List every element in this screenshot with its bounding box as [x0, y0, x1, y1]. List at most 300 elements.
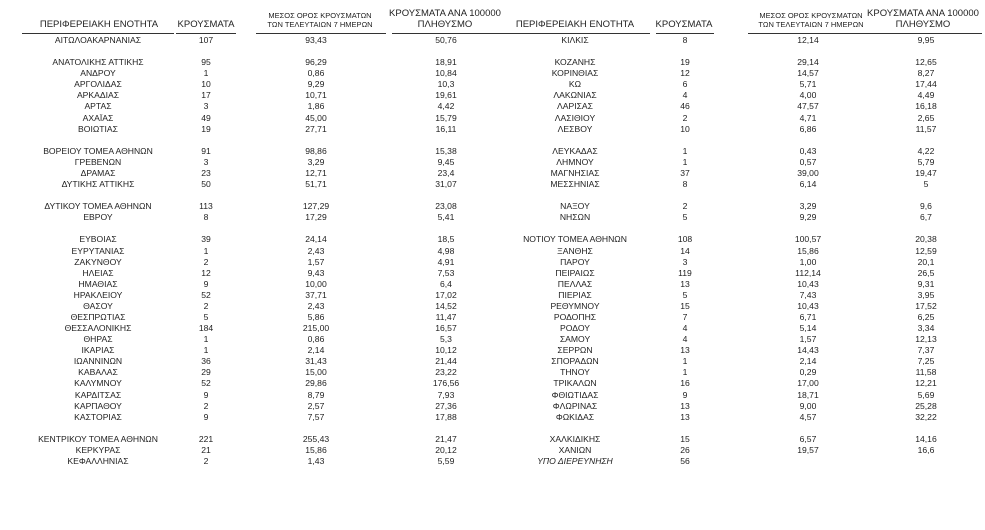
avg-cell: 31,43 — [305, 356, 327, 367]
table-row — [0, 434, 985, 445]
cases-cell: 6 — [682, 79, 688, 90]
region-cell: ΝΟΤΙΟΥ ΤΟΜΕΑ ΑΘΗΝΩΝ — [523, 234, 627, 245]
left-header-per100k-line2: ΠΛΗΘΥΣΜΟ — [417, 18, 473, 30]
avg-cell: 15,00 — [305, 367, 327, 378]
region-cell: ΤΗΝΟΥ — [560, 367, 590, 378]
avg-cell: 1,57 — [799, 334, 817, 345]
region-cell: ΑΝΔΡΟΥ — [80, 68, 116, 79]
cases-cell: 49 — [201, 112, 211, 123]
cases-cell: 52 — [201, 289, 211, 300]
table-row — [0, 46, 985, 57]
cases-cell: 1 — [203, 334, 209, 345]
per100k-cell: 5,41 — [437, 212, 455, 223]
table-row — [0, 101, 985, 112]
per100k-cell: 12,21 — [915, 378, 937, 389]
region-cell: ΥΠΟ ΔΙΕΡΕΥΝΗΣΗ — [537, 456, 613, 467]
cases-cell: 5 — [682, 289, 688, 300]
avg-cell: 17,00 — [797, 378, 819, 389]
per100k-cell: 9,31 — [917, 278, 935, 289]
cases-cell: 9 — [203, 411, 209, 422]
table-row — [0, 190, 985, 201]
avg-cell: 29,86 — [305, 378, 327, 389]
table-row — [0, 279, 985, 290]
cases-cell: 13 — [680, 278, 690, 289]
left-header-rule-per100k — [392, 33, 500, 34]
region-cell: ΑΡΚΑΔΙΑΣ — [76, 90, 120, 101]
right-header-avg-line1: ΜΕΣΟΣ ΟΡΟΣ ΚΡΟΥΣΜΑΤΩΝ — [759, 11, 863, 20]
right-header-rule-avg — [748, 33, 874, 34]
avg-cell: 98,86 — [305, 145, 327, 156]
right-header-avg — [746, 12, 876, 29]
cases-cell: 46 — [680, 101, 690, 112]
per100k-cell: 6,4 — [440, 278, 452, 289]
region-cell: ΗΛΕΙΑΣ — [82, 267, 114, 278]
per100k-cell: 25,28 — [915, 400, 937, 411]
region-cell: ΚΑΛΥΜΝΟΥ — [74, 378, 122, 389]
cases-cell: 52 — [201, 378, 211, 389]
per100k-cell: 12,13 — [915, 334, 937, 345]
table-row — [0, 268, 985, 279]
region-cell: ΚΑΣΤΟΡΙΑΣ — [74, 411, 122, 422]
cases-cell: 113 — [199, 201, 213, 212]
right-header-per100k-line2: ΠΛΗΘΥΣΜΟ — [895, 18, 951, 30]
per100k-cell: 17,02 — [435, 289, 457, 300]
right-header-region: ΠΕΡΙΦΕΡΕΙΑΚΗ ΕΝΟΤΗΤΑ — [515, 19, 635, 30]
cases-cell: 21 — [201, 444, 211, 455]
table-row — [0, 79, 985, 90]
cases-cell: 8 — [682, 35, 688, 45]
cases-cell: 1 — [203, 345, 209, 356]
region-cell: ΚΕΡΚΥΡΑΣ — [75, 444, 121, 455]
cases-cell: 2 — [682, 201, 688, 212]
region-cell: ΣΕΡΡΩΝ — [557, 345, 593, 356]
avg-cell: 1,86 — [307, 101, 325, 112]
table-row — [0, 168, 985, 179]
region-cell: ΜΕΣΣΗΝΙΑΣ — [550, 179, 600, 190]
region-cell: ΣΑΜΟΥ — [559, 334, 591, 345]
table-row — [0, 179, 985, 190]
cases-cell: 13 — [680, 411, 690, 422]
per100k-cell: 7,93 — [437, 389, 455, 400]
region-cell: ΛΕΥΚΑΔΑΣ — [552, 145, 598, 156]
region-cell: ΝΗΣΩΝ — [559, 212, 591, 223]
per100k-cell: 10,84 — [435, 68, 457, 79]
avg-cell: 37,71 — [305, 289, 327, 300]
cases-cell: 13 — [680, 345, 690, 356]
cases-cell: 26 — [680, 444, 690, 455]
per100k-cell: 15,38 — [435, 145, 457, 156]
cases-cell: 15 — [680, 433, 690, 444]
cases-cell: 1 — [682, 145, 688, 156]
cases-cell: 19 — [680, 57, 690, 68]
region-cell: ΕΒΡΟΥ — [83, 212, 113, 223]
cases-cell: 2 — [203, 456, 209, 467]
region-cell: ΦΘΙΩΤΙΔΑΣ — [551, 389, 599, 400]
avg-cell: 4,71 — [799, 112, 817, 123]
avg-cell: 9,29 — [799, 212, 817, 223]
avg-cell: 1,57 — [307, 256, 325, 267]
cases-cell: 4 — [682, 323, 688, 334]
cases-cell: 1 — [682, 367, 688, 378]
per100k-cell: 18,5 — [437, 234, 455, 245]
region-cell: ΚΑΒΑΛΑΣ — [78, 367, 118, 378]
cases-cell: 9 — [203, 278, 209, 289]
per100k-cell: 21,47 — [435, 433, 457, 444]
per100k-cell: 20,12 — [435, 444, 457, 455]
avg-cell: 47,57 — [797, 101, 819, 112]
region-cell: ΡΕΘΥΜΝΟΥ — [550, 300, 600, 311]
table-row — [0, 113, 985, 124]
avg-cell: 15,86 — [305, 444, 327, 455]
right-header-per100k-line1: ΚΡΟΥΣΜΑΤΑ ΑΝΑ 100000 — [867, 8, 979, 19]
cases-cell: 50 — [201, 179, 211, 190]
cases-cell: 107 — [198, 35, 214, 45]
cases-cell: 9 — [203, 389, 209, 400]
cases-cell: 95 — [201, 57, 211, 68]
region-cell: ΚΑΡΔΙΤΣΑΣ — [74, 389, 122, 400]
region-cell: ΘΕΣΠΡΩΤΙΑΣ — [70, 312, 126, 322]
cases-cell: 221 — [198, 433, 214, 444]
avg-cell: 3,29 — [307, 156, 325, 167]
cases-cell: 4 — [682, 334, 688, 345]
avg-cell: 9,29 — [307, 79, 325, 90]
table-row — [0, 246, 985, 257]
region-cell: ΕΥΒΟΙΑΣ — [79, 234, 117, 245]
per100k-cell: 3,34 — [917, 323, 935, 334]
per100k-cell: 4,98 — [437, 245, 455, 256]
region-cell: ΗΡΑΚΛΕΙΟΥ — [73, 289, 123, 300]
table-row — [0, 57, 985, 68]
region-cell: ΠΕΛΛΑΣ — [557, 278, 593, 289]
cases-cell: 8 — [203, 212, 209, 223]
avg-cell: 5,14 — [799, 323, 817, 334]
region-cell: ΠΑΡΟΥ — [560, 256, 590, 267]
region-cell: ΑΡΤΑΣ — [84, 101, 112, 112]
avg-cell: 2,14 — [799, 356, 817, 367]
region-cell: ΛΑΡΙΣΑΣ — [557, 101, 593, 112]
cases-cell: 2 — [682, 112, 688, 123]
region-cell: ΙΚΑΡΙΑΣ — [81, 345, 115, 356]
region-cell: ΡΟΔΟΠΗΣ — [553, 312, 597, 322]
per100k-cell: 11,58 — [915, 367, 937, 378]
cases-cell: 37 — [680, 167, 690, 178]
avg-cell: 6,14 — [799, 179, 817, 190]
per100k-cell: 27,36 — [435, 400, 457, 411]
cases-cell: 184 — [198, 323, 214, 334]
region-cell: ΝΑΞΟΥ — [560, 201, 590, 212]
region-cell: ΚΕΝΤΡΙΚΟΥ ΤΟΜΕΑ ΑΘΗΝΩΝ — [38, 433, 158, 444]
region-cell: ΔΡΑΜΑΣ — [80, 167, 116, 178]
region-cell: ΒΟΙΩΤΙΑΣ — [78, 123, 118, 134]
cases-cell: 36 — [201, 356, 211, 367]
right-header-rule-region — [500, 33, 650, 34]
region-cell: ΡΟΔΟΥ — [560, 323, 590, 334]
avg-cell: 17,29 — [305, 212, 327, 223]
avg-cell: 45,00 — [305, 112, 327, 123]
cases-cell: 4 — [682, 90, 688, 101]
avg-cell: 0,86 — [307, 334, 325, 345]
per100k-cell: 14,16 — [915, 433, 937, 444]
avg-cell: 27,71 — [305, 123, 327, 134]
per100k-cell: 9,45 — [437, 156, 455, 167]
table-row — [0, 367, 985, 378]
per100k-cell: 21,44 — [435, 356, 457, 367]
region-cell: ΛΑΣΙΘΙΟΥ — [554, 112, 596, 123]
region-cell: ΓΡΕΒΕΝΩΝ — [74, 156, 122, 167]
avg-cell: 10,00 — [305, 278, 327, 289]
left-header-avg-line2: ΤΩΝ ΤΕΛΕΥΤΑΙΩΝ 7 ΗΜΕΡΩΝ — [267, 19, 373, 29]
avg-cell: 12,14 — [797, 35, 819, 45]
avg-cell: 3,29 — [799, 201, 817, 212]
cases-cell: 119 — [678, 267, 692, 278]
region-cell: ΚΙΛΚΙΣ — [561, 35, 589, 45]
region-cell: ΑΙΤΩΛΟΑΚΑΡΝΑΝΙΑΣ — [54, 35, 142, 45]
per100k-cell: 5,79 — [917, 156, 935, 167]
region-cell: ΚΩ — [568, 79, 582, 90]
cases-cell: 3 — [682, 256, 688, 267]
region-cell: ΤΡΙΚΑΛΩΝ — [553, 378, 597, 389]
table-row — [0, 201, 985, 212]
left-header-avg — [255, 12, 385, 29]
cases-cell: 5 — [682, 212, 688, 223]
table-row — [0, 301, 985, 312]
cases-cell: 13 — [680, 400, 690, 411]
region-cell: ΑΡΓΟΛΙΔΑΣ — [74, 79, 122, 90]
region-cell: ΛΕΣΒΟΥ — [557, 123, 593, 134]
avg-cell: 0,86 — [307, 68, 325, 79]
avg-cell: 19,57 — [797, 444, 819, 455]
per100k-cell: 18,91 — [435, 57, 457, 68]
avg-cell: 5,71 — [799, 79, 817, 90]
cases-cell: 29 — [201, 367, 211, 378]
region-cell: ΦΩΚΙΔΑΣ — [555, 411, 595, 422]
region-cell: ΜΑΓΝΗΣΙΑΣ — [550, 167, 600, 178]
cases-cell: 1 — [203, 245, 209, 256]
avg-cell: 29,14 — [797, 57, 819, 68]
table-row — [0, 401, 985, 412]
table-row — [0, 345, 985, 356]
per100k-cell: 4,22 — [917, 145, 935, 156]
per100k-cell: 8,27 — [917, 68, 935, 79]
cases-cell: 1 — [203, 68, 209, 79]
per100k-cell: 11,47 — [435, 312, 457, 322]
table-row — [0, 378, 985, 389]
avg-cell: 1,43 — [307, 456, 325, 467]
avg-cell: 0,29 — [799, 367, 817, 378]
per100k-cell: 23,22 — [435, 367, 457, 378]
cases-cell: 5 — [203, 312, 209, 322]
per100k-cell: 10,12 — [435, 345, 457, 356]
per100k-cell: 16,6 — [917, 444, 935, 455]
region-cell: ΚΟΡΙΝΘΙΑΣ — [551, 68, 599, 79]
cases-cell: 15 — [680, 300, 690, 311]
table-row — [0, 257, 985, 268]
right-header-per100k — [858, 9, 985, 31]
table-row — [0, 356, 985, 367]
per100k-cell: 7,25 — [917, 356, 935, 367]
cases-cell: 91 — [201, 145, 211, 156]
table-row — [0, 290, 985, 301]
region-cell: ΠΕΙΡΑΙΩΣ — [555, 267, 595, 278]
cases-cell: 16 — [680, 378, 690, 389]
per100k-cell: 9,95 — [917, 35, 935, 45]
per100k-cell: 176,56 — [432, 378, 460, 389]
region-cell: ΑΝΑΤΟΛΙΚΗΣ ΑΤΤΙΚΗΣ — [52, 57, 144, 68]
avg-cell: 1,00 — [799, 256, 817, 267]
avg-cell: 39,00 — [797, 167, 819, 178]
cases-cell: 10 — [201, 79, 211, 90]
cases-cell: 12 — [680, 68, 690, 79]
region-cell: ΠΙΕΡΙΑΣ — [558, 289, 592, 300]
table-row — [0, 323, 985, 334]
per100k-cell: 9,6 — [920, 201, 932, 212]
per100k-cell: 2,65 — [917, 112, 935, 123]
per100k-cell: 12,59 — [915, 245, 937, 256]
per100k-cell: 17,44 — [915, 79, 937, 90]
avg-cell: 4,00 — [799, 90, 817, 101]
table-row — [0, 124, 985, 135]
avg-cell: 255,43 — [302, 433, 330, 444]
per100k-cell: 5 — [923, 179, 929, 190]
per100k-cell: 23,4 — [437, 167, 455, 178]
cases-cell: 7 — [682, 312, 688, 322]
region-cell: ΘΑΣΟΥ — [83, 300, 113, 311]
table-row — [0, 390, 985, 401]
per100k-cell: 19,47 — [915, 167, 937, 178]
cases-cell: 9 — [682, 389, 688, 400]
table-row — [0, 445, 985, 456]
table-row — [0, 90, 985, 101]
table-row — [0, 212, 985, 223]
cases-cell: 23 — [201, 167, 211, 178]
per100k-cell: 17,52 — [915, 300, 937, 311]
avg-cell: 2,43 — [307, 245, 325, 256]
table-row — [0, 456, 985, 467]
region-cell: ΞΑΝΘΗΣ — [557, 245, 593, 256]
per100k-cell: 11,57 — [915, 123, 937, 134]
avg-cell: 6,86 — [799, 123, 817, 134]
table-row — [0, 35, 985, 46]
left-header-rule-avg — [256, 33, 386, 34]
per100k-cell: 6,25 — [917, 312, 935, 322]
cases-cell: 14 — [680, 245, 690, 256]
avg-cell: 6,57 — [799, 433, 817, 444]
left-header-cases: ΚΡΟΥΣΜΑΤΑ — [177, 19, 235, 30]
region-cell: ΕΥΡΥΤΑΝΙΑΣ — [71, 245, 125, 256]
per100k-cell: 7,53 — [437, 267, 455, 278]
avg-cell: 0,57 — [799, 156, 817, 167]
avg-cell: 51,71 — [305, 179, 327, 190]
table-row — [0, 334, 985, 345]
avg-cell: 4,57 — [799, 411, 817, 422]
avg-cell: 96,29 — [305, 57, 327, 68]
region-cell: ΔΥΤΙΚΗΣ ΑΤΤΙΚΗΣ — [61, 179, 135, 190]
avg-cell: 18,71 — [797, 389, 819, 400]
region-cell: ΚΑΡΠΑΘΟΥ — [74, 400, 122, 411]
cases-cell: 3 — [203, 101, 209, 112]
region-cell: ΦΛΩΡΙΝΑΣ — [552, 400, 598, 411]
cases-cell: 2 — [203, 400, 209, 411]
per100k-cell: 3,95 — [917, 289, 935, 300]
region-cell: ΙΩΑΝΝΙΝΩΝ — [73, 356, 123, 367]
right-header-cases: ΚΡΟΥΣΜΑΤΑ — [655, 19, 713, 30]
avg-cell: 24,14 — [305, 234, 327, 245]
region-cell: ΒΟΡΕΙΟΥ ΤΟΜΕΑ ΑΘΗΝΩΝ — [43, 145, 153, 156]
avg-cell: 2,14 — [307, 345, 325, 356]
per100k-cell: 5,59 — [437, 456, 455, 467]
per100k-cell: 16,57 — [435, 323, 457, 334]
avg-cell: 14,43 — [797, 345, 819, 356]
per100k-cell: 50,76 — [435, 35, 457, 45]
per100k-cell: 23,08 — [435, 201, 457, 212]
table-row — [0, 234, 985, 245]
per100k-cell: 7,37 — [917, 345, 935, 356]
per100k-cell: 16,11 — [435, 123, 457, 134]
region-cell: ΚΟΖΑΝΗΣ — [554, 57, 596, 68]
avg-cell: 12,71 — [305, 167, 327, 178]
cases-cell: 3 — [203, 156, 209, 167]
region-cell: ΔΥΤΙΚΟΥ ΤΟΜΕΑ ΑΘΗΝΩΝ — [44, 201, 152, 212]
per100k-cell: 20,1 — [917, 256, 935, 267]
avg-cell: 14,57 — [797, 68, 819, 79]
table-row — [0, 223, 985, 234]
per100k-cell: 4,49 — [917, 90, 935, 101]
table-row — [0, 157, 985, 168]
per100k-cell: 20,38 — [915, 234, 937, 245]
table-row — [0, 412, 985, 423]
cases-cell: 19 — [201, 123, 211, 134]
left-header-rule-region — [22, 33, 174, 34]
cases-cell: 108 — [677, 234, 693, 245]
avg-cell: 7,43 — [799, 289, 817, 300]
avg-cell: 2,43 — [307, 300, 325, 311]
right-header-rule-per100k — [870, 33, 982, 34]
left-header-avg-line1: ΜΕΣΟΣ ΟΡΟΣ ΚΡΟΥΣΜΑΤΩΝ — [268, 11, 372, 20]
per100k-cell: 26,5 — [917, 267, 935, 278]
per100k-cell: 6,7 — [920, 212, 932, 223]
avg-cell: 10,43 — [797, 278, 819, 289]
region-cell: ΚΕΦΑΛΛΗΝΙΑΣ — [67, 456, 129, 467]
per100k-cell: 5,69 — [917, 389, 935, 400]
avg-cell: 10,43 — [797, 300, 819, 311]
region-cell: ΘΗΡΑΣ — [83, 334, 113, 345]
cases-cell: 2 — [203, 256, 209, 267]
per100k-cell: 10,3 — [437, 79, 455, 90]
region-cell: ΑΧΑΪΑΣ — [82, 112, 114, 123]
left-header-region: ΠΕΡΙΦΕΡΕΙΑΚΗ ΕΝΟΤΗΤΑ — [39, 19, 159, 30]
table-row — [0, 146, 985, 157]
table-row — [0, 135, 985, 146]
avg-cell: 0,43 — [799, 145, 817, 156]
region-cell: ΛΗΜΝΟΥ — [556, 156, 594, 167]
per100k-cell: 14,52 — [435, 300, 457, 311]
cases-cell: 39 — [201, 234, 211, 245]
cases-cell: 1 — [682, 356, 688, 367]
table-row — [0, 423, 985, 434]
region-cell: ΗΜΑΘΙΑΣ — [78, 278, 118, 289]
cases-cell: 1 — [682, 156, 688, 167]
left-header-per100k-line1: ΚΡΟΥΣΜΑΤΑ ΑΝΑ 100000 — [389, 8, 501, 19]
cases-cell: 56 — [680, 456, 690, 467]
table-row — [0, 68, 985, 79]
region-cell: ΖΑΚΥΝΘΟΥ — [74, 256, 122, 267]
avg-cell: 5,86 — [307, 312, 325, 322]
left-header-rule-cases — [176, 33, 236, 34]
per100k-cell: 15,79 — [435, 112, 457, 123]
avg-cell: 112,14 — [795, 267, 821, 278]
per100k-cell: 31,07 — [435, 179, 457, 190]
avg-cell: 6,71 — [799, 312, 817, 322]
